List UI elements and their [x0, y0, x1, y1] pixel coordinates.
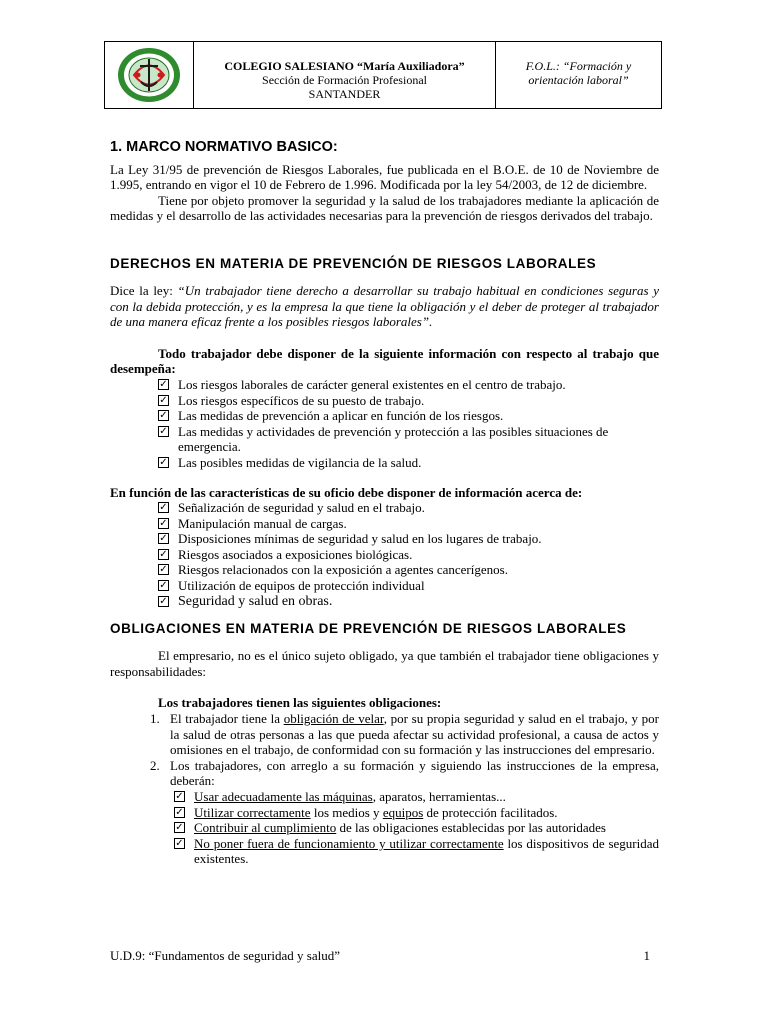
info-list — [110, 377, 659, 471]
checked-box-icon: ✓ — [159, 378, 168, 390]
school-logo — [105, 42, 194, 108]
section-1-paragraph-2: Tiene por objeto promover la seguridad y la salud de los trabajadores mediante la aplicación de medidas y el desarrollo de las actividades necesarias para la prevención de riesgos derivados del trabajo. — [110, 192, 659, 224]
subject-line-2: orientación laboral” — [528, 73, 629, 87]
list-item: ✓ Los riesgos laborales de carácter general existentes en el centro de trabajo. — [159, 376, 566, 392]
school-section: Sección de Formación Profesional — [262, 73, 427, 87]
section-3-title: OBLIGACIONES EN MATERIA DE PREVENCIÓN DE RIESGOS LABORALES — [110, 621, 627, 637]
obligations-list — [110, 711, 659, 867]
info-heading: Todo trabajador debe disponer de la siguiente información con respecto al trabajo que desempeña: — [110, 345, 659, 377]
list-item: ✓ Utilización de equipos de protección individual — [159, 578, 425, 594]
checked-box-icon: ✓ — [159, 456, 168, 468]
section-2-title: DERECHOS EN MATERIA DE PREVENCIÓN DE RIESGOS LABORALES — [110, 255, 597, 271]
oficio-list — [110, 500, 659, 609]
school-city: SANTANDER — [308, 87, 381, 101]
list-item: ✓ Las posibles medidas de vigilancia de la salud. — [159, 454, 422, 470]
list-item: ✓ Disposiciones mínimas de seguridad y salud en los lugares de trabajo. — [159, 531, 542, 547]
oficio-heading: En función de las características de su oficio debe disponer de información acerca de: — [110, 484, 583, 500]
section-1-title: 1. MARCO NORMATIVO BASICO: — [110, 139, 338, 155]
header-school-info — [194, 42, 496, 108]
list-item: ✓ Contribuir al cumplimiento de las obligaciones establecidas por las autoridades — [175, 820, 606, 836]
checked-box-icon: ✓ — [159, 410, 168, 422]
law-quote: “Un trabajador tiene derecho a desarrollar su trabajo habitual en condiciones seguras y con la debida protección, y es la empresa la que tiene la obligación y el deber de proteger al trabajador de una manera eficaz frente a los posibles riesgos laborales”. — [110, 282, 659, 330]
list-item: ✓ Riesgos asociados a exposiciones biológicas. — [159, 546, 413, 562]
document-body — [110, 140, 659, 867]
duties-list — [170, 789, 659, 867]
checked-box-icon: ✓ — [175, 822, 184, 834]
checked-box-icon: ✓ — [159, 580, 168, 592]
list-item: ✓ Usar adecuadamente las máquinas, aparatos, herramientas... — [175, 789, 506, 804]
checked-box-icon: ✓ — [159, 548, 168, 560]
quote-prefix: Dice la ley: — [110, 282, 178, 298]
list-item: ✓ Señalización de seguridad y salud en el trabajo. — [159, 500, 425, 516]
school-crest-logo — [116, 46, 182, 104]
header-box — [104, 41, 662, 109]
law-quote-paragraph — [110, 283, 659, 330]
checked-box-icon: ✓ — [159, 595, 168, 607]
section-1-paragraph-1: La Ley 31/95 de prevención de Riesgos Laborales, fue publicada en el B.O.E. de 10 de Noviembre de 1.995, entrando en vigor el 10 de Febrero de 1.996. Modificada por la ley 54/2003, de 12 de diciembre. — [110, 161, 659, 193]
checked-box-icon: ✓ — [159, 533, 168, 545]
checked-box-icon: ✓ — [159, 425, 168, 437]
checked-box-icon: ✓ — [159, 517, 168, 529]
list-item: ✓ No poner fuera de funcionamiento y utilizar correctamente los dispositivos de seguridad existentes. — [175, 835, 659, 867]
obligation-item-2: 2. Los trabajadores, con arreglo a su formación y siguiendo las instrucciones de la empresa, deberán: ✓ Usar adecuadamente las máquinas, aparatos, herramientas... ✓ Utilizar correctamente los medios y equipos de protección facilitados. ✓ Contribuir al cumplimiento de las obligaciones establecidas por las autoridades ✓ No poner fuera de funcionamiento y utilizar correctamente los dispositivos de seguridad existentes. — [150, 757, 659, 867]
header-subject — [496, 42, 661, 108]
page-footer — [110, 948, 650, 964]
list-item: ✓ Las medidas y actividades de prevención y protección a las posibles situaciones de emergencia. — [159, 423, 609, 455]
obligations-intro: El empresario, no es el único sujeto obligado, ya que también el trabajador tiene obligaciones y responsabilidades: — [110, 648, 659, 679]
list-item: ✓ Seguridad y salud en obras. — [159, 593, 333, 609]
list-item: ✓ Utilizar correctamente los medios y equipos de protección facilitados. — [175, 804, 558, 820]
list-item: ✓ Manipulación manual de cargas. — [159, 515, 347, 531]
checked-box-icon: ✓ — [159, 502, 168, 514]
page-number: 1 — [643, 948, 650, 963]
subject-line-1: F.O.L.: “Formación y — [525, 59, 632, 73]
school-name: COLEGIO SALESIANO “María Auxiliadora” — [224, 59, 465, 73]
list-item: ✓ Las medidas de prevención a aplicar en función de los riesgos. — [159, 408, 504, 424]
checked-box-icon: ✓ — [159, 394, 168, 406]
obligations-heading: Los trabajadores tienen las siguientes obligaciones: — [158, 695, 442, 711]
list-item: ✓ Los riesgos específicos de su puesto de trabajo. — [159, 392, 425, 408]
checked-box-icon: ✓ — [175, 806, 184, 818]
footer-unit-title: U.D.9: “Fundamentos de seguridad y salud” — [110, 948, 340, 963]
list-item: ✓ Riesgos relacionados con la exposición a agentes cancerígenos. — [159, 562, 508, 578]
checked-box-icon: ✓ — [175, 791, 184, 802]
obligation-item-1: 1. El trabajador tiene la obligación de velar, por su propia seguridad y salud en el trabajo, y por la salud de otras personas a las que pueda afectar su actividad profesional, a causa de actos y omisiones en el trabajo, de conformidad con su formación y las instrucciones del empresario. — [150, 711, 660, 758]
checked-box-icon: ✓ — [159, 564, 168, 576]
checked-box-icon: ✓ — [175, 837, 184, 849]
